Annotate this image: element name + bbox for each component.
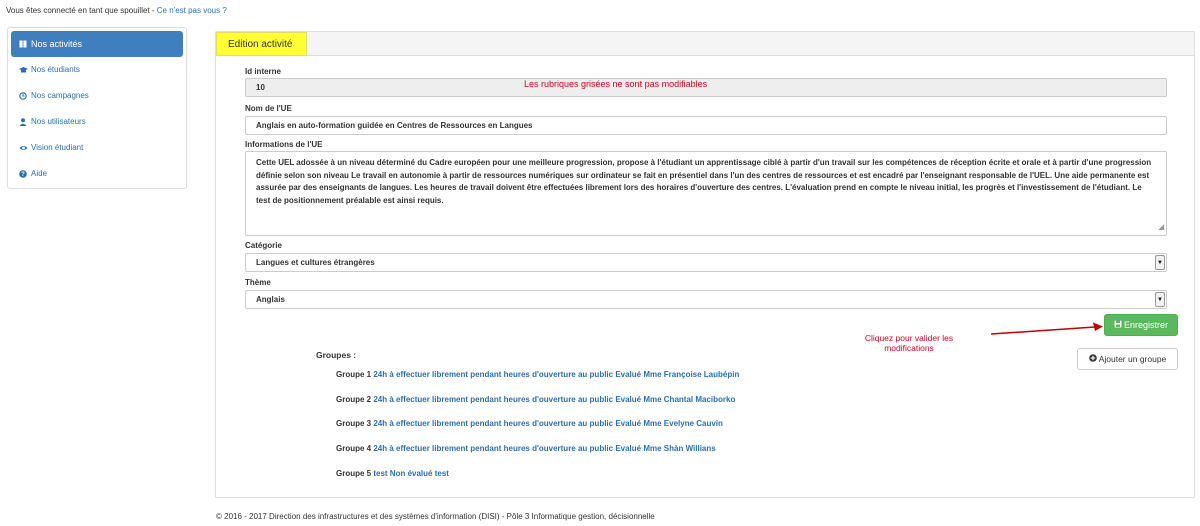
- info-text: Cette UEL adossée à un niveau déterminé du Cadre européen pour une meilleure progression, propose à l'étudiant un apprentissage ciblé à partir d'un travail sur les compétences de réception écrite et orale et à partir d'une progression définie selon son niveau Le travail en autonomie à partir de ressources numériques sur ordinateur se fait en présentiel dans l'un des centres de ressources et est encadré par l'enseignant responsable de l'UEL. Une aide permanente est assurée par des enseignants de langues. Les heures de travail doivent être effectuées librement lors des horaires d'ouverture des centres. L'évaluation prend en compte le niveau initial, les progrès et l'investissement de l'étudiant. Le test de positionnement préalable est ainsi requis.: [256, 158, 1152, 205]
- sidebar-item-etudiants[interactable]: [11, 57, 183, 83]
- group-prefix: Groupe 4: [336, 444, 372, 453]
- resize-grip-icon[interactable]: ◢: [1158, 223, 1164, 231]
- group-prefix: Groupe 5: [336, 469, 372, 478]
- question-circle-icon: [19, 170, 27, 178]
- session-info: [6, 6, 227, 15]
- id-label: Id interne: [245, 67, 282, 76]
- id-field: 10: [245, 78, 1167, 97]
- groups-label: Groupes :: [316, 350, 357, 360]
- group-link[interactable]: 24h à effectuer librement pendant heures d'ouverture au public Evalué Mme Chantal Maciborko: [373, 395, 736, 404]
- sidebar-item-label: Nos campagnes: [31, 91, 89, 100]
- save-hint: Cliquez pour valider les modifications: [864, 333, 954, 353]
- svg-text:?: ?: [21, 172, 25, 178]
- sidebar-item-label: Nos utilisateurs: [31, 117, 86, 126]
- footer: © 2016 - 2017 Direction des infrastructures et des systèmes d'information (DISI) - Pôle 3 Informatique gestion, décisionnelle: [216, 512, 655, 521]
- sidebar-item-vision-etudiant[interactable]: [11, 135, 183, 161]
- save-button-label: Enregistrer: [1123, 320, 1168, 330]
- group-row: [336, 370, 739, 379]
- eye-icon: [19, 144, 27, 152]
- readonly-note: Les rubriques grisées ne sont pas modifiables: [524, 79, 708, 89]
- sidebar-item-campagnes[interactable]: [11, 83, 183, 109]
- sidebar: [7, 27, 187, 189]
- group-prefix: Groupe 3: [336, 419, 372, 428]
- book-icon: [19, 40, 27, 48]
- user-icon: [19, 118, 27, 126]
- category-select[interactable]: [245, 253, 1167, 272]
- sidebar-item-activites[interactable]: [11, 31, 183, 57]
- sidebar-item-utilisateurs[interactable]: [11, 109, 183, 135]
- group-row: [336, 444, 716, 453]
- sidebar-item-aide[interactable]: [11, 161, 183, 187]
- save-icon: [1114, 316, 1122, 336]
- sidebar-item-label: Nos activités: [31, 39, 83, 49]
- name-field[interactable]: Anglais en auto-formation guidée en Centres de Ressources en Langues: [245, 116, 1167, 135]
- sidebar-item-label: Aide: [31, 169, 48, 178]
- theme-label: Thème: [245, 278, 271, 287]
- graduation-cap-icon: [19, 66, 27, 74]
- chevron-down-icon[interactable]: ▼: [1155, 292, 1165, 307]
- name-label: Nom de l'UE: [245, 104, 292, 113]
- sidebar-item-label: Vision étudiant: [31, 143, 84, 152]
- group-row: [336, 469, 449, 478]
- theme-select[interactable]: [245, 290, 1167, 309]
- group-row: [336, 419, 723, 428]
- group-prefix: Groupe 2: [336, 395, 372, 404]
- group-link[interactable]: test Non évalué test: [373, 469, 449, 478]
- plus-circle-icon: [1089, 350, 1097, 370]
- panel-heading: [216, 32, 1194, 56]
- theme-value: Anglais: [256, 295, 285, 304]
- chevron-down-icon[interactable]: ▼: [1155, 255, 1165, 270]
- sidebar-item-label: Nos étudiants: [31, 65, 80, 74]
- panel-title: Edition activité: [216, 32, 307, 56]
- add-group-button-label: Ajouter un groupe: [1098, 354, 1167, 364]
- clock-icon: [19, 92, 27, 100]
- not-you-link[interactable]: Ce n'est pas vous ?: [156, 6, 227, 15]
- category-label: Catégorie: [245, 241, 282, 250]
- arrow-icon: [989, 319, 1109, 339]
- add-group-button[interactable]: [1077, 348, 1178, 370]
- group-link[interactable]: 24h à effectuer librement pendant heures d'ouverture au public Evalué Mme Evelyne Cauvin: [373, 419, 723, 428]
- edit-activity-panel: [215, 31, 1195, 498]
- info-label: Informations de l'UE: [245, 140, 323, 149]
- group-row: [336, 395, 735, 404]
- save-button[interactable]: [1104, 314, 1178, 336]
- category-value: Langues et cultures étrangères: [256, 258, 375, 267]
- group-link[interactable]: 24h à effectuer librement pendant heures d'ouverture au public Evalué Mme Françoise Laubépin: [373, 370, 740, 379]
- info-textarea[interactable]: [245, 151, 1167, 236]
- connected-user-text: Vous êtes connecté en tant que spouillet -: [6, 6, 157, 15]
- group-prefix: Groupe 1: [336, 370, 372, 379]
- group-link[interactable]: 24h à effectuer librement pendant heures d'ouverture au public Evalué Mme Shàn Willians: [373, 444, 716, 453]
